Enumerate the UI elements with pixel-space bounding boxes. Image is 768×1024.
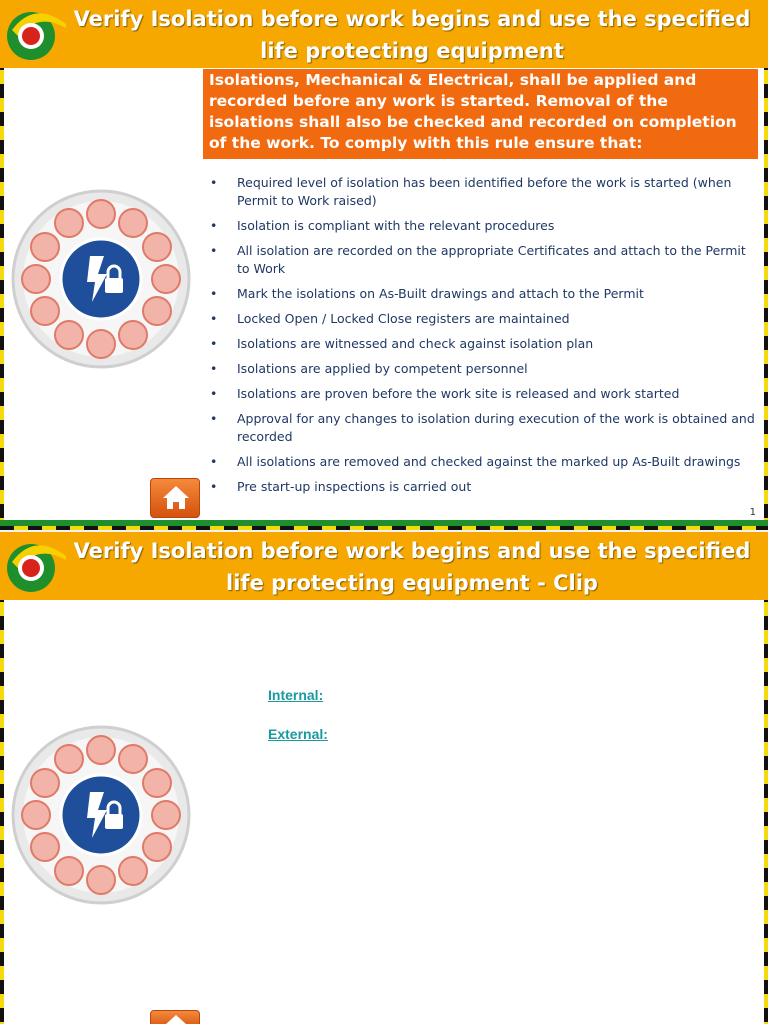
home-icon [151, 479, 201, 519]
intro-text: Isolations, Mechanical & Electrical, shall be applied and recorded before any work is started. Removal of the isolations shall also be checked and recorded on completion of the work. To comply with this rule ensure that: [209, 71, 737, 152]
internal-clip-link[interactable]: Internal: [268, 687, 324, 703]
list-item: • All isolation are recorded on the appropriate Certificates and attach to the Permit to Work [210, 243, 746, 276]
slide-title-text: Verify Isolation before work begins and use the specified life protecting equipment - Clip [73, 539, 751, 595]
isolation-badge-icon [10, 724, 192, 906]
slide-2 [0, 532, 768, 1024]
list-item: • Required level of isolation has been identified before the work is started (when Permit to Work raised) [210, 175, 732, 208]
hazard-border-right [764, 0, 768, 530]
compliance-list [210, 174, 755, 503]
list-item: • Locked Open / Locked Close registers are maintained [210, 311, 570, 326]
slide-title [0, 0, 768, 68]
hazard-border-left [0, 0, 4, 530]
hazard-border-left [0, 532, 4, 1024]
hazard-border-bottom [0, 526, 768, 530]
slide-title-text: Verify Isolation before work begins and use the specified life protecting equipment [73, 7, 751, 63]
list-item: • All isolations are removed and checked against the marked up As-Built drawings [210, 454, 741, 469]
list-item: • Isolations are witnessed and check against isolation plan [210, 336, 594, 351]
list-item: • Isolation is compliant with the relevant procedures [210, 218, 555, 233]
external-clip-link[interactable]: External: [268, 726, 328, 742]
company-logo [4, 538, 66, 594]
company-logo [4, 6, 66, 62]
home-button[interactable] [150, 478, 200, 518]
list-item: • Mark the isolations on As-Built drawings and attach to the Permit [210, 286, 644, 301]
list-item: • Isolations are proven before the work site is released and work started [210, 386, 680, 401]
list-item: • Pre start-up inspections is carried out [210, 479, 472, 494]
page-number: 1 [749, 507, 756, 518]
isolation-badge-icon [10, 188, 192, 370]
intro-box [203, 69, 758, 159]
slide-title [0, 532, 768, 600]
list-item: • Isolations are applied by competent personnel [210, 361, 528, 376]
list-item: • Approval for any changes to isolation during execution of the work is obtained and recorded [210, 411, 755, 444]
home-button[interactable] [150, 1010, 200, 1024]
hazard-border-right [764, 532, 768, 1024]
home-icon [151, 1011, 201, 1024]
